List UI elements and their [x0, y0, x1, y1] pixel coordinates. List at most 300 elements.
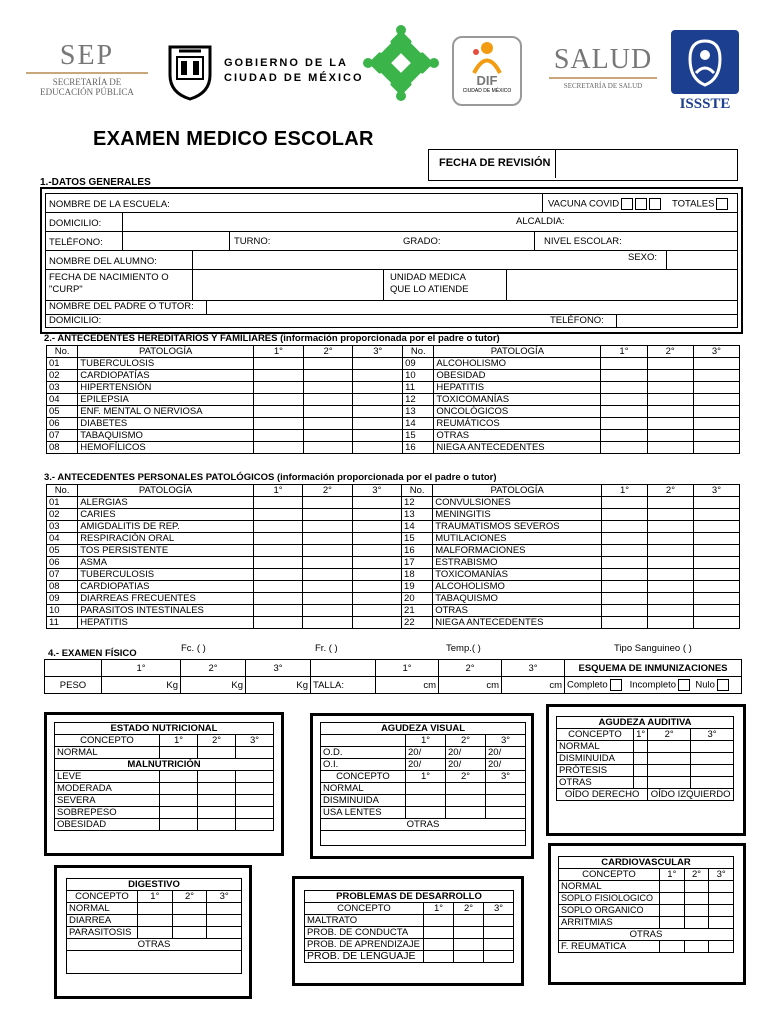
- row-pathology: ONCOLÓGICOS: [434, 406, 601, 418]
- check-cell[interactable]: [253, 533, 302, 545]
- check-cell[interactable]: [647, 370, 693, 382]
- header-h2: 2°: [303, 346, 353, 358]
- check-cell[interactable]: [303, 533, 352, 545]
- salud-logo: [543, 44, 663, 90]
- antecedentes-hereditarios-table: [46, 345, 740, 454]
- check-cell[interactable]: [693, 533, 739, 545]
- grado-label: GRADO:: [403, 236, 441, 247]
- row-number: 17: [402, 557, 433, 569]
- check-cell[interactable]: [253, 509, 302, 521]
- row-pathology: TRAUMATISMOS SEVEROS: [433, 521, 602, 533]
- check-cell[interactable]: [601, 394, 647, 406]
- row-pathology: TOS PERSISTENTE: [78, 545, 254, 557]
- antecedentes-personales-table: [46, 484, 740, 629]
- row-pathology: AMIGDALITIS DE REP.: [78, 521, 254, 533]
- issste-logo: [670, 30, 740, 114]
- fr-label: Fr. ( ): [315, 643, 338, 654]
- row-pathology: DIARREAS FRECUENTES: [78, 593, 254, 605]
- check-cell[interactable]: [303, 430, 353, 442]
- section-3-title: 3.- ANTECEDENTES PERSONALES PATOLÓGICOS (información proporcionada por el padre o tutor): [44, 472, 497, 483]
- talla-label: TALLA:: [311, 677, 376, 694]
- talla-2-field[interactable]: cm: [439, 677, 502, 694]
- digestivo-box: DIGESTIVO CONCEPTO 1° 2° 3° NORMAL DIARREA PARASITOSIS OTRAS: [66, 878, 242, 974]
- row-number: 21: [402, 605, 433, 617]
- check-cell[interactable]: [353, 406, 403, 418]
- check-cell[interactable]: [647, 418, 693, 430]
- row-number: 22: [402, 617, 433, 629]
- peso-1-field[interactable]: Kg: [102, 677, 181, 694]
- row-pathology: REUMÁTICOS: [434, 418, 601, 430]
- datos-generales-frame: [40, 187, 743, 334]
- check-cell[interactable]: [353, 370, 403, 382]
- check-cell[interactable]: [352, 533, 401, 545]
- check-cell[interactable]: [303, 557, 352, 569]
- check-cell[interactable]: [602, 497, 648, 509]
- agudeza-visual-box: AGUDEZA VISUAL 1° 2° 3° O.D. 20/ 20/ 20/ O.I. 20/ 20/ 20/ CONCEPTO 1° 2° 3° NORMAL DISMINUIDA USA LENTES OTRAS: [320, 722, 526, 846]
- cdmx-line1: GOBIERNO DE LA: [224, 57, 348, 69]
- check-cell[interactable]: [253, 557, 302, 569]
- check-cell[interactable]: [303, 593, 352, 605]
- table-row: [47, 394, 740, 406]
- row-pathology: HEMOFÍLICOS: [78, 442, 254, 454]
- row-number: 12: [403, 394, 434, 406]
- nacimiento-line1: FECHA DE NACIMIENTO O: [49, 272, 169, 283]
- check-cell[interactable]: [253, 545, 302, 557]
- check-cell[interactable]: [303, 545, 352, 557]
- cdmx-text: [224, 56, 364, 86]
- header-no: No.: [47, 346, 78, 358]
- row-pathology: TABAQUISMO: [433, 593, 602, 605]
- check-cell[interactable]: [254, 358, 304, 370]
- row-number: 01: [47, 497, 78, 509]
- sep-logo-name: SEP: [59, 40, 115, 71]
- check-cell[interactable]: [352, 521, 401, 533]
- row-number: 13: [403, 406, 434, 418]
- row-pathology: TUBERCULOSIS: [78, 569, 254, 581]
- check-cell[interactable]: [647, 394, 693, 406]
- row-pathology: CARDIOPATÍAS: [78, 370, 254, 382]
- unidad-label: [390, 272, 468, 296]
- check-cell[interactable]: [254, 382, 304, 394]
- check-cell[interactable]: [253, 569, 302, 581]
- row-pathology: ALCOHOLISMO: [433, 581, 602, 593]
- talla-1-field[interactable]: cm: [376, 677, 439, 694]
- dif-figure-icon: [454, 38, 520, 78]
- check-cell[interactable]: [602, 557, 648, 569]
- alumno-field[interactable]: [192, 251, 613, 269]
- check-cell[interactable]: [303, 497, 352, 509]
- check-cell[interactable]: [647, 406, 693, 418]
- check-cell[interactable]: [693, 509, 739, 521]
- row-number: 06: [47, 418, 78, 430]
- row-pathology: TOXICOMANÍAS: [433, 569, 602, 581]
- row-number: 14: [403, 418, 434, 430]
- row-number: 19: [402, 581, 433, 593]
- dif-logo-name: DIF: [476, 73, 498, 88]
- cdmx-emblem-icon: [362, 22, 440, 104]
- check-cell[interactable]: [602, 617, 648, 629]
- check-cell[interactable]: [602, 593, 648, 605]
- table-row: [47, 533, 740, 545]
- row-pathology: HEPATITIS: [434, 382, 601, 394]
- vacuna-covid-label: VACUNA COVID: [548, 198, 620, 210]
- unidad-field[interactable]: [506, 270, 737, 300]
- section-4-title: 4.- EXAMEN FÍSICO: [48, 648, 137, 659]
- section-1-title: 1.-DATOS GENERALES: [40, 177, 151, 188]
- header-h3: 3°: [353, 346, 403, 358]
- row-number: 11: [47, 617, 78, 629]
- estado-nutricional-box: ESTADO NUTRICIONAL CONCEPTO 1° 2° 3° NORMAL MALNUTRICIÓN LEVE MODERADA SEVERA SOBREPESO OBESIDAD: [54, 722, 274, 831]
- padre-label: NOMBRE DEL PADRE O TUTOR:: [49, 301, 194, 312]
- row-pathology: TABAQUISMO: [78, 430, 254, 442]
- check-cell[interactable]: [647, 617, 693, 629]
- header-h3: 3°: [352, 485, 401, 497]
- table-row: [47, 557, 740, 569]
- check-cell[interactable]: [693, 418, 739, 430]
- row-pathology: MUTILACIONES: [433, 533, 602, 545]
- check-cell[interactable]: [647, 569, 693, 581]
- check-cell[interactable]: [601, 442, 647, 454]
- check-cell[interactable]: [693, 521, 739, 533]
- check-cell[interactable]: [602, 533, 648, 545]
- row-pathology: ENF. MENTAL O NERVIOSA: [78, 406, 254, 418]
- check-cell[interactable]: [352, 557, 401, 569]
- check-cell[interactable]: [253, 497, 302, 509]
- check-cell[interactable]: [602, 605, 648, 617]
- check-cell[interactable]: [253, 617, 302, 629]
- cardiovascular-box: CARDIOVASCULAR CONCEPTO 1° 2° 3° NORMAL SOPLO FISIOLOGICO SOPLO ORGANICO ARRITMIAS OTRAS F. REUMATICA: [558, 856, 734, 953]
- table-row: [47, 509, 740, 521]
- nacimiento-field[interactable]: [192, 270, 384, 300]
- check-cell[interactable]: [254, 418, 304, 430]
- domicilio-label: DOMICILIO:: [49, 218, 102, 229]
- check-cell[interactable]: [254, 442, 304, 454]
- check-cell[interactable]: [303, 521, 352, 533]
- telefono-field[interactable]: [122, 232, 230, 250]
- header-h1: 1°: [253, 485, 302, 497]
- check-cell[interactable]: [693, 497, 739, 509]
- vacuna-check-1[interactable]: [621, 198, 633, 210]
- header-pat: PATOLOGÍA: [78, 346, 254, 358]
- check-cell[interactable]: [254, 430, 304, 442]
- row-number: 10: [403, 370, 434, 382]
- row-pathology: TOXICOMANÍAS: [434, 394, 601, 406]
- check-cell[interactable]: [303, 509, 352, 521]
- telefono-label: TELÉFONO:: [49, 237, 103, 248]
- check-cell[interactable]: [693, 394, 739, 406]
- table-row: [47, 418, 740, 430]
- check-cell[interactable]: [353, 394, 403, 406]
- row-number: 07: [47, 569, 78, 581]
- peso-3-field[interactable]: Kg: [246, 677, 311, 694]
- domicilio-field[interactable]: [122, 213, 503, 231]
- sexo-label: SEXO:: [628, 252, 658, 263]
- row-number: 12: [402, 497, 433, 509]
- header-no: No.: [403, 346, 434, 358]
- row-pathology: ESTRABISMO: [433, 557, 602, 569]
- check-cell[interactable]: [693, 617, 739, 629]
- row-pathology: OTRAS: [434, 430, 601, 442]
- check-cell[interactable]: [303, 418, 353, 430]
- check-cell[interactable]: [353, 418, 403, 430]
- talla-3-field[interactable]: cm: [502, 677, 565, 694]
- check-cell[interactable]: [601, 406, 647, 418]
- check-cell[interactable]: [602, 509, 648, 521]
- check-cell[interactable]: [693, 370, 739, 382]
- row-pathology: MENINGITIS: [433, 509, 602, 521]
- telefono2-label: TELÉFONO:: [550, 315, 604, 326]
- turno-field[interactable]: [282, 232, 402, 250]
- nutri-title: ESTADO NUTRICIONAL: [55, 723, 274, 735]
- check-cell[interactable]: [693, 581, 739, 593]
- table-row: [47, 569, 740, 581]
- row-number: 08: [47, 581, 78, 593]
- row-number: 07: [47, 430, 78, 442]
- sexo-field[interactable]: [666, 251, 737, 269]
- incompleto-check[interactable]: [678, 679, 690, 691]
- check-cell[interactable]: [647, 545, 693, 557]
- check-cell[interactable]: [352, 617, 401, 629]
- check-cell[interactable]: [352, 569, 401, 581]
- fecha-revision-label: FECHA DE REVISIÓN: [439, 157, 551, 169]
- check-cell[interactable]: [647, 557, 693, 569]
- check-cell[interactable]: [254, 370, 304, 382]
- table-row: [47, 545, 740, 557]
- check-cell[interactable]: [647, 605, 693, 617]
- check-cell[interactable]: [601, 370, 647, 382]
- nivel-label: NIVEL ESCOLAR:: [544, 236, 622, 247]
- check-cell[interactable]: [601, 430, 647, 442]
- check-cell[interactable]: [601, 418, 647, 430]
- page-title: EXAMEN MEDICO ESCOLAR: [93, 128, 374, 150]
- table-row: [47, 605, 740, 617]
- check-cell[interactable]: [647, 497, 693, 509]
- row-pathology: TUBERCULOSIS: [78, 358, 254, 370]
- row-pathology: HIPERTENSIÓN: [78, 382, 254, 394]
- row-number: 04: [47, 394, 78, 406]
- check-cell[interactable]: [693, 605, 739, 617]
- row-number: 03: [47, 382, 78, 394]
- escuela-label: NOMBRE DE LA ESCUELA:: [49, 199, 170, 210]
- padre-field[interactable]: [206, 301, 737, 314]
- check-cell[interactable]: [352, 509, 401, 521]
- row-number: 15: [402, 533, 433, 545]
- fecha-revision-box: [428, 149, 738, 181]
- dif-logo-sub: CIUDAD DE MÉXICO: [462, 88, 512, 94]
- check-cell[interactable]: [602, 569, 648, 581]
- fc-label: Fc. ( ): [181, 643, 206, 654]
- inmunizaciones-options: Completo Incompleto Nulo: [565, 677, 742, 694]
- check-cell[interactable]: [254, 406, 304, 418]
- sep-logo-sub2: EDUCACIÓN PÚBLICA: [40, 87, 134, 97]
- row-number: 18: [402, 569, 433, 581]
- check-cell[interactable]: [253, 593, 302, 605]
- check-cell[interactable]: [303, 605, 352, 617]
- row-pathology: ASMA: [78, 557, 254, 569]
- vacuna-label: [548, 198, 661, 210]
- check-cell[interactable]: [303, 382, 353, 394]
- header-h1: 1°: [254, 346, 304, 358]
- row-pathology: HEPATITIS: [78, 617, 254, 629]
- check-cell[interactable]: [693, 557, 739, 569]
- unidad-line2: QUE LO ATIENDE: [390, 284, 469, 295]
- peso-2-field[interactable]: Kg: [181, 677, 246, 694]
- check-cell[interactable]: [352, 605, 401, 617]
- fecha-revision-field[interactable]: [555, 150, 737, 178]
- row-number: 09: [47, 593, 78, 605]
- turno-label: TURNO:: [234, 236, 271, 247]
- header-no: No.: [47, 485, 78, 497]
- esquema-label: ESQUEMA DE INMUNIZACIONES: [565, 660, 742, 677]
- row-number: 16: [403, 442, 434, 454]
- check-cell[interactable]: [353, 430, 403, 442]
- check-cell[interactable]: [693, 382, 739, 394]
- check-cell[interactable]: [602, 521, 648, 533]
- check-cell[interactable]: [647, 581, 693, 593]
- check-cell[interactable]: [303, 569, 352, 581]
- salud-logo-sub: SECRETARÍA DE SALUD: [563, 82, 643, 90]
- row-number: 03: [47, 521, 78, 533]
- row-pathology: OBESIDAD: [434, 370, 601, 382]
- section-2-title: 2.- ANTECEDENTES HEREDITARIOS Y FAMILIARES (información proporcionada por el padre o tutor): [44, 333, 500, 344]
- row-pathology: EPILEPSIA: [78, 394, 254, 406]
- cdmx-line2: CIUDAD DE MÉXICO: [224, 72, 364, 84]
- row-pathology: DIABETES: [78, 418, 254, 430]
- peso-label: PESO: [45, 677, 102, 694]
- header-h3: 3°: [693, 346, 739, 358]
- check-cell[interactable]: [253, 521, 302, 533]
- header-h1: 1°: [602, 485, 648, 497]
- domicilio2-label: DOMICILIO:: [49, 315, 102, 326]
- row-number: 13: [402, 509, 433, 521]
- check-cell[interactable]: [647, 593, 693, 605]
- header-h2: 2°: [303, 485, 352, 497]
- row-number: 10: [47, 605, 78, 617]
- check-cell[interactable]: [352, 545, 401, 557]
- check-cell[interactable]: [647, 382, 693, 394]
- row-number: 16: [402, 545, 433, 557]
- table-row: [47, 406, 740, 418]
- check-cell[interactable]: [693, 406, 739, 418]
- check-cell[interactable]: [352, 593, 401, 605]
- row-pathology: NIEGA ANTECEDENTES: [434, 442, 601, 454]
- nacimiento-label: [49, 272, 169, 296]
- grado-field[interactable]: [446, 232, 535, 250]
- check-cell[interactable]: [303, 442, 353, 454]
- check-cell[interactable]: [602, 545, 648, 557]
- header-pat: PATOLOGÍA: [78, 485, 254, 497]
- check-cell[interactable]: [647, 533, 693, 545]
- vacuna-check-3[interactable]: [649, 198, 661, 210]
- check-cell[interactable]: [693, 430, 739, 442]
- header-h2: 2°: [647, 485, 693, 497]
- check-cell[interactable]: [693, 545, 739, 557]
- header-pat: PATOLOGÍA: [434, 346, 601, 358]
- row-pathology: PARASITOS INTESTINALES: [78, 605, 254, 617]
- check-cell[interactable]: [647, 521, 693, 533]
- totales-check[interactable]: [716, 198, 728, 210]
- check-cell[interactable]: [353, 442, 403, 454]
- check-cell[interactable]: [303, 358, 353, 370]
- row-number: 20: [402, 593, 433, 605]
- alcaldia-field[interactable]: [570, 213, 736, 231]
- table-row: [47, 382, 740, 394]
- row-number: 14: [402, 521, 433, 533]
- table-row: [47, 593, 740, 605]
- header-h2: 2°: [647, 346, 693, 358]
- table-row: [47, 617, 740, 629]
- check-cell[interactable]: [253, 581, 302, 593]
- header-no: No.: [402, 485, 433, 497]
- telefono2-field[interactable]: [616, 315, 737, 327]
- row-pathology: CARIES: [78, 509, 254, 521]
- check-cell[interactable]: [352, 497, 401, 509]
- row-number: 04: [47, 533, 78, 545]
- check-cell[interactable]: [353, 382, 403, 394]
- sep-logo: [22, 40, 152, 106]
- row-number: 08: [47, 442, 78, 454]
- table-row: [47, 521, 740, 533]
- row-pathology: MALFORMACIONES: [433, 545, 602, 557]
- check-cell[interactable]: [303, 406, 353, 418]
- row-number: 05: [47, 545, 78, 557]
- escuela-field[interactable]: [174, 194, 543, 212]
- check-cell[interactable]: [647, 430, 693, 442]
- check-cell[interactable]: [352, 581, 401, 593]
- check-cell[interactable]: [303, 394, 353, 406]
- check-cell[interactable]: [647, 442, 693, 454]
- check-cell[interactable]: [353, 358, 403, 370]
- datos-generales-inner: [45, 193, 738, 328]
- check-cell[interactable]: [254, 394, 304, 406]
- nivel-field[interactable]: [634, 232, 736, 250]
- check-cell[interactable]: [253, 605, 302, 617]
- issste-logo-name: ISSSTE: [679, 96, 731, 112]
- row-pathology: ALERGIAS: [78, 497, 254, 509]
- row-number: 09: [403, 358, 434, 370]
- check-cell[interactable]: [693, 569, 739, 581]
- alcaldia-label: ALCALDIA:: [516, 216, 565, 227]
- temp-label: Temp.( ): [446, 643, 481, 654]
- nulo-check[interactable]: [717, 679, 729, 691]
- check-cell[interactable]: [303, 617, 352, 629]
- check-cell[interactable]: [601, 358, 647, 370]
- nacimiento-line2: "CURP": [49, 284, 83, 295]
- row-pathology: CONVULSIONES: [433, 497, 602, 509]
- check-cell[interactable]: [693, 593, 739, 605]
- check-cell[interactable]: [303, 581, 352, 593]
- header-pat: PATOLOGÍA: [433, 485, 602, 497]
- check-cell[interactable]: [693, 442, 739, 454]
- table-row: [47, 370, 740, 382]
- row-number: 15: [403, 430, 434, 442]
- row-number: 01: [47, 358, 78, 370]
- check-cell[interactable]: [647, 358, 693, 370]
- check-cell[interactable]: [601, 382, 647, 394]
- totales-text: TOTALES: [672, 198, 715, 210]
- row-number: 05: [47, 406, 78, 418]
- header-h1: 1°: [601, 346, 647, 358]
- check-cell[interactable]: [303, 370, 353, 382]
- vacuna-check-2[interactable]: [635, 198, 647, 210]
- completo-check[interactable]: [610, 679, 622, 691]
- check-cell[interactable]: [647, 509, 693, 521]
- row-pathology: ALCOHOLISMO: [434, 358, 601, 370]
- table-row: [47, 358, 740, 370]
- check-cell[interactable]: [602, 581, 648, 593]
- domicilio2-field[interactable]: [122, 315, 542, 327]
- check-cell[interactable]: [693, 358, 739, 370]
